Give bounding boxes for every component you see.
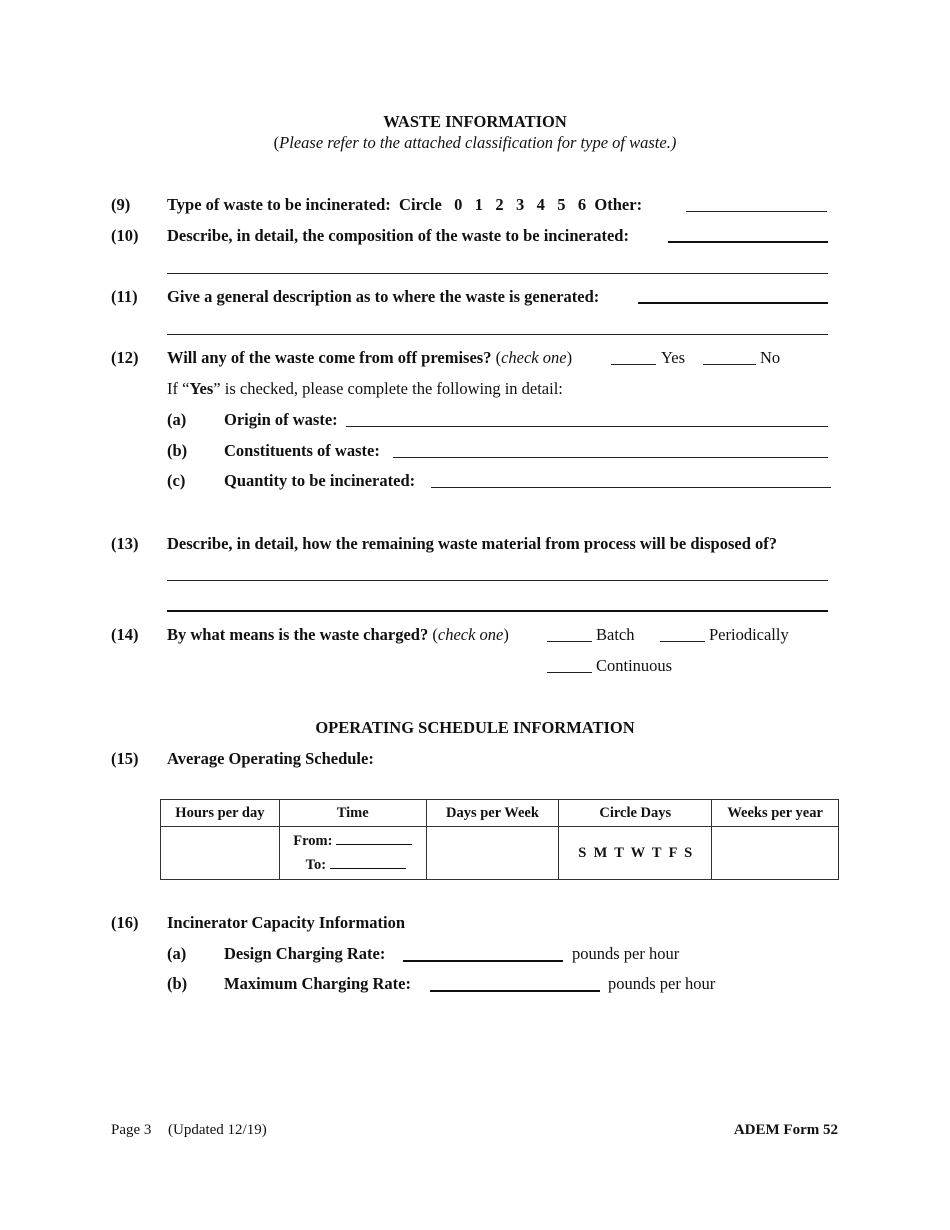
q12-yes-label: Yes	[661, 348, 686, 367]
q12-a-letter: (a)	[167, 410, 187, 429]
section-title-operating-schedule: OPERATING SCHEDULE INFORMATION	[315, 718, 635, 737]
table-header-row	[161, 800, 839, 827]
q13-number: (13)	[111, 534, 139, 553]
q15-number: (15)	[111, 749, 139, 768]
header-weeks-per-year: Weeks per year	[712, 800, 839, 827]
time-from[interactable]: From:	[280, 829, 426, 853]
q10-label: Describe, in detail, the composition of the waste to be incinerated:	[167, 226, 629, 245]
q12-c-letter: (c)	[167, 471, 186, 490]
q14-periodically-label: Periodically	[709, 625, 789, 644]
q12-no-label: No	[760, 348, 781, 367]
q16-label: Incinerator Capacity Information	[167, 913, 406, 932]
footer-updated: (Updated 12/19)	[168, 1122, 267, 1138]
q13-answer-line-1[interactable]	[167, 580, 828, 581]
q11-number: (11)	[111, 287, 138, 306]
q14-continuous-label: Continuous	[596, 656, 673, 675]
q10-answer-field[interactable]	[668, 241, 828, 243]
page-subtitle: (Please refer to the attached classification for type of waste.)	[273, 133, 677, 152]
q16-a-letter: (a)	[167, 944, 187, 963]
footer-page-number: Page 3	[111, 1122, 152, 1138]
q12-quantity-label: Quantity to be incinerated:	[224, 471, 416, 490]
q12-instruction: If “Yes” is checked, please complete the following in detail:	[167, 379, 563, 398]
q14-number: (14)	[111, 625, 139, 644]
q12-constituents-label: Constituents of waste:	[224, 441, 380, 460]
time-cell	[279, 827, 426, 880]
q12-origin-label: Origin of waste:	[224, 410, 338, 429]
q14-batch-label: Batch	[596, 625, 635, 644]
q12-constituents-field[interactable]	[393, 457, 828, 458]
q13-label: Describe, in detail, how the remaining waste material from process will be disposed of?	[167, 534, 778, 553]
q9-other-field[interactable]	[686, 211, 827, 212]
q14-periodically-checkbox[interactable]	[660, 641, 705, 642]
operating-schedule-table	[160, 799, 839, 880]
header-days-per-week: Days per Week	[426, 800, 559, 827]
maximum-charging-rate-label: Maximum Charging Rate:	[224, 974, 411, 993]
q14-label: By what means is the waste charged? (check one)	[167, 625, 509, 644]
q12-no-checkbox[interactable]	[703, 364, 756, 365]
q9-label: Type of waste to be incinerated: Circle 0 1 2 3 4 5 6 Other:	[167, 195, 643, 214]
page-title: WASTE INFORMATION	[383, 112, 567, 131]
header-time: Time	[279, 800, 426, 827]
q12-quantity-field[interactable]	[431, 487, 831, 488]
q10-answer-line-2[interactable]	[167, 273, 828, 274]
design-charging-rate-unit: pounds per hour	[572, 944, 680, 963]
q12-number: (12)	[111, 348, 139, 367]
q16-b-letter: (b)	[167, 974, 188, 993]
footer-form-id: ADEM Form 52	[733, 1122, 838, 1138]
q11-answer-field[interactable]	[638, 302, 828, 304]
q11-label: Give a general description as to where the waste is generated:	[167, 287, 600, 306]
table-row	[161, 827, 839, 880]
q13-answer-line-2[interactable]	[167, 610, 828, 612]
header-circle-days: Circle Days	[559, 800, 712, 827]
maximum-charging-rate-field[interactable]	[430, 990, 600, 992]
days-per-week-cell[interactable]	[426, 827, 559, 880]
q15-label: Average Operating Schedule:	[167, 749, 374, 768]
maximum-charging-rate-unit: pounds per hour	[608, 974, 716, 993]
q14-batch-checkbox[interactable]	[547, 641, 592, 642]
weeks-per-year-cell[interactable]	[712, 827, 839, 880]
q11-answer-line-2[interactable]	[167, 334, 828, 335]
hours-per-day-cell[interactable]	[161, 827, 280, 880]
circle-days-letters: S M T W T F S	[578, 844, 693, 861]
q12-origin-field[interactable]	[346, 426, 828, 427]
q10-number: (10)	[111, 226, 139, 245]
q12-yes-checkbox[interactable]	[611, 364, 656, 365]
circle-days-cell[interactable]	[559, 827, 712, 880]
design-charging-rate-label: Design Charging Rate:	[224, 944, 386, 963]
q14-continuous-checkbox[interactable]	[547, 672, 592, 673]
time-to[interactable]: To:	[280, 853, 426, 877]
q9-number: (9)	[111, 195, 131, 214]
header-hours-per-day: Hours per day	[161, 800, 280, 827]
q16-number: (16)	[111, 913, 139, 932]
q12-label: Will any of the waste come from off premises? (check one)	[167, 348, 573, 367]
design-charging-rate-field[interactable]	[403, 960, 563, 962]
q12-b-letter: (b)	[167, 441, 188, 460]
